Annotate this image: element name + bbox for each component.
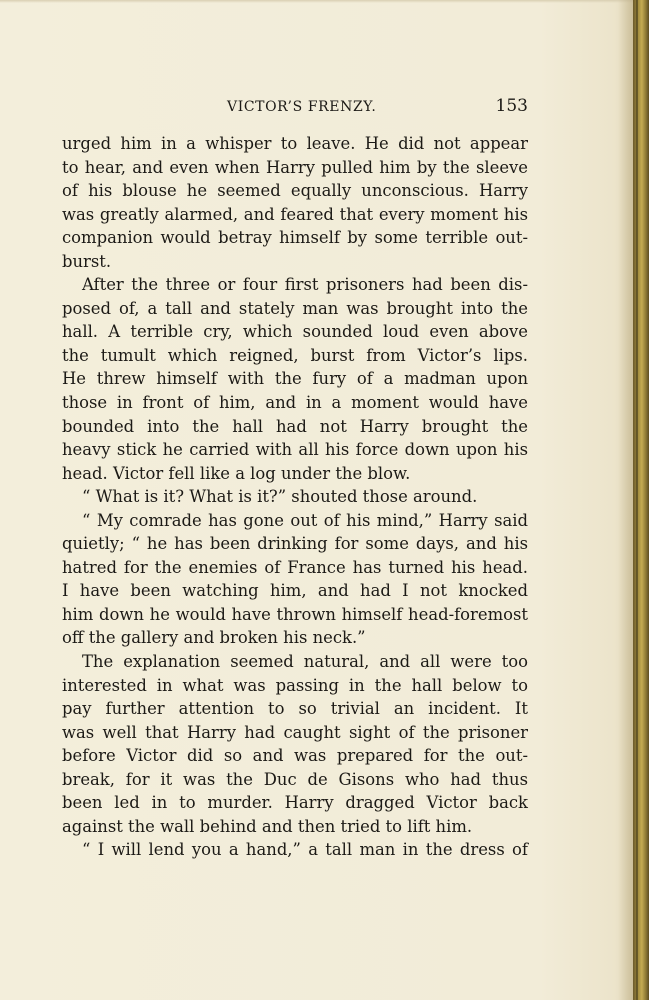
text-line: quietly; “ he has been drinking for some days, and his <box>62 534 528 554</box>
text-line: The explanation seemed natural, and all were too <box>82 652 528 672</box>
text-line: bounded into the hall had not Harry brought the <box>62 416 528 436</box>
text-line: to hear, and even when Harry pulled him by the sleeve <box>62 157 528 177</box>
text-line: burst. <box>62 251 112 271</box>
text-line: been led in to murder. Harry dragged Victor back <box>62 793 528 813</box>
text-line: of his blouse he seemed equally unconscious. Harry <box>62 181 528 201</box>
text-line: before Victor did so and was prepared for the out- <box>62 746 528 766</box>
text-line: interested in what was passing in the hall below to <box>62 675 528 695</box>
text-line: urged him in a whisper to leave. He did not appear <box>62 134 528 153</box>
body-text <box>62 132 528 862</box>
page-number: 153 <box>495 96 528 116</box>
text-line: He threw himself with the fury of a madman upon <box>62 369 528 389</box>
spine-line <box>636 0 638 1000</box>
page-top-edge <box>0 0 633 3</box>
text-line: After the three or four first prisoners had been dis- <box>82 275 528 295</box>
text-line: was greatly alarmed, and feared that every moment his <box>62 204 528 224</box>
text-line: him down he would have thrown himself head-foremost <box>62 604 528 624</box>
text-line: hall. A terrible cry, which sounded loud even above <box>62 322 528 342</box>
text-line: companion would betray himself by some terrible out- <box>62 228 528 248</box>
text-line: against the wall behind and then tried to lift him. <box>62 816 473 836</box>
text-line: was well that Harry had caught sight of the prisoner <box>62 722 528 742</box>
text-line: the tumult which reigned, burst from Victor’s lips. <box>62 345 528 365</box>
text-line: those in front of him, and in a moment would have <box>62 393 528 413</box>
text-line: “ What is it? What is it?” shouted those around. <box>82 487 478 507</box>
text-line: pay further attention to so trivial an incident. It <box>62 699 528 719</box>
text-line: head. Victor fell like a log under the blow. <box>62 463 411 483</box>
running-title: VICTOR’S FRENZY. <box>227 99 377 115</box>
text-line: “ I will lend you a hand,” a tall man in the dress of <box>82 840 528 860</box>
text-line: break, for it was the Duc de Gisons who had thus <box>62 769 528 789</box>
text-line: off the gallery and broken his neck.” <box>62 628 366 648</box>
text-line: hatred for the enemies of France has turned his head. <box>62 557 528 577</box>
text-line: posed of, a tall and stately man was brought into the <box>62 298 528 318</box>
text-line: “ My comrade has gone out of his mind,” Harry said <box>82 510 528 530</box>
running-head <box>62 97 528 121</box>
text-line: I have been watching him, and had I not knocked <box>62 581 528 601</box>
page-edge-shadow <box>618 0 633 1000</box>
text-line: heavy stick he carried with all his force down upon his <box>62 440 528 460</box>
